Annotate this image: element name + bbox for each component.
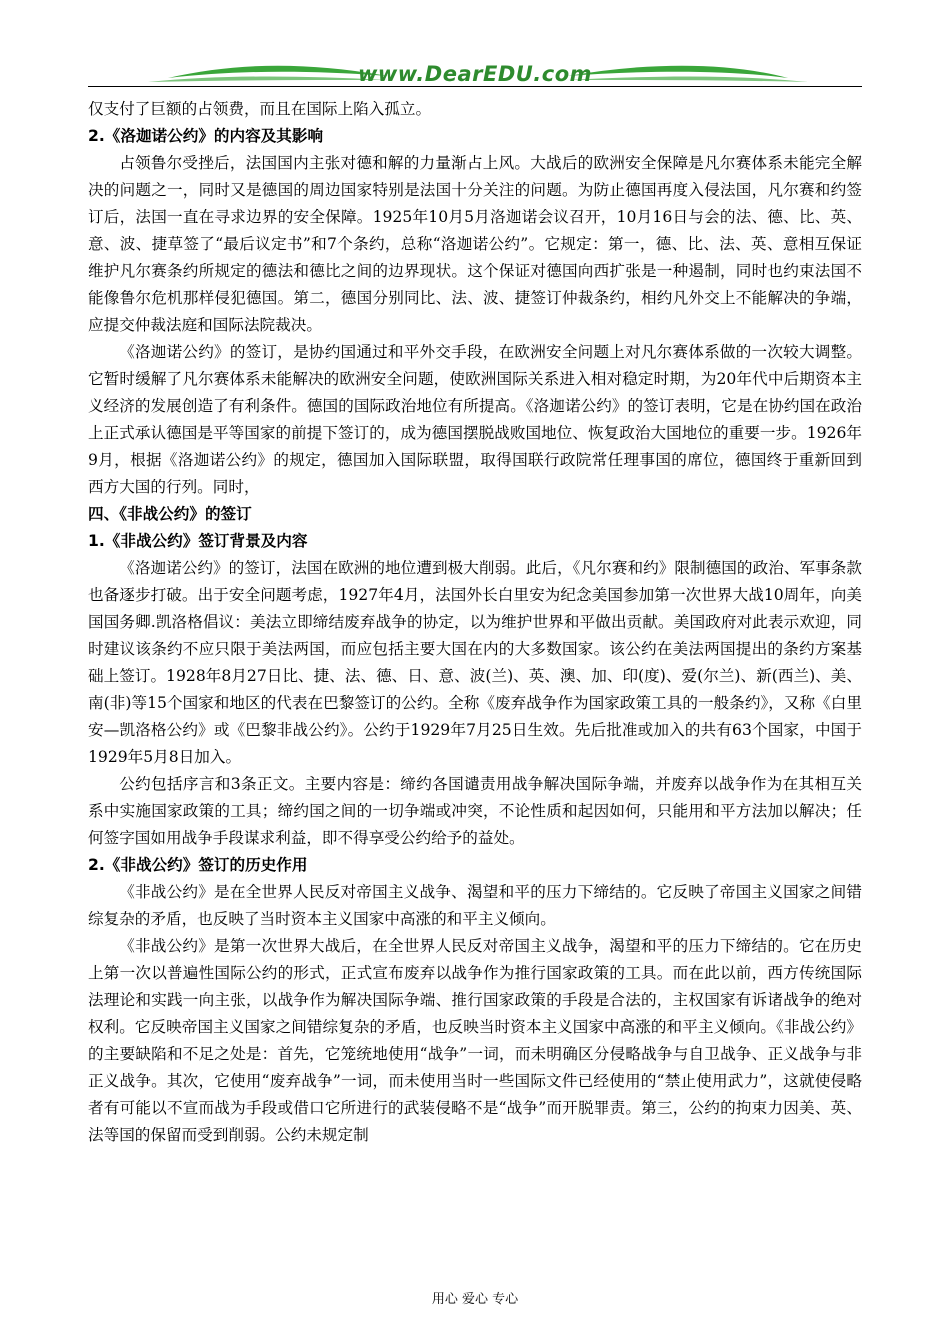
- paragraph: 《洛迦诺公约》的签订，是协约国通过和平外交手段，在欧洲安全问题上对凡尔赛体系做的一次较大调整。它暂时缓解了凡尔赛体系未能解决的欧洲安全问题，使欧洲国际关系进入相对稳定时期，为20年代中后期资本主义经济的发展创造了有利条件。德国的国际政治地位有所提高。《洛迦诺公约》的签订表明，它是在协约国在政治上正式承认德国是平等国家的前提下签订的，成为德国摆脱战败国地位、恢复政治大国地位的重要一步。1926年9月，根据《洛迦诺公约》的规定，德国加入国际联盟，取得国联行政院常任理事国的席位，德国终于重新回到西方大国的行列。同时，: [88, 343, 862, 496]
- paragraph: 《非战公约》是在全世界人民反对帝国主义战争、渴望和平的压力下缔结的。它反映了帝国主义国家之间错综复杂的矛盾，也反映了当时资本主义国家中高涨的和平主义倾向。: [88, 883, 862, 928]
- paragraph-continuation: 仅支付了巨额的占领费，而且在国际上陷入孤立。: [88, 100, 432, 118]
- section-heading: 2.《非战公约》签订的历史作用: [88, 856, 308, 874]
- section-heading: 2.《洛迦诺公约》的内容及其影响: [88, 127, 324, 145]
- page-footer: 用心 爱心 专心: [431, 1292, 519, 1307]
- site-logo: www.DearEDU.com: [357, 62, 593, 86]
- header-divider: [88, 86, 862, 87]
- paragraph: 《洛迦诺公约》的签订，法国在欧洲的地位遭到极大削弱。此后，《凡尔赛和约》限制德国的政治、军事条款也备逐步打破。出于安全问题考虑，1927年4月，法国外长白里安为纪念美国参加第一次世界大战10周年，向美国国务卿.凯洛格倡议：美法立即缔结废弃战争的协定，以为维护世界和平做出贡献。美国政府对此表示欢迎，同时建议该条约不应只限于美法两国，而应包括主要大国在内的大多数国家。该公约在美法两国提出的条约方案基础上签订。1928年8月27日比、捷、法、德、日、意、波(兰)、英、澳、加、印(度)、爱(尔兰)、新(西兰)、美、南(非)等15个国家和地区的代表在巴黎签订的公约。全称《废弃战争作为国家政策工具的一般条约》，又称《白里安—凯洛格公约》或《巴黎非战公约》。公约于1929年7月25日生效。先后批准或加入的共有63个国家，中国于1929年5月8日加入。: [88, 559, 862, 766]
- paragraph: 《非战公约》是第一次世界大战后，在全世界人民反对帝国主义战争，渴望和平的压力下缔结的。它在历史上第一次以普遍性国际公约的形式，正式宣布废弃以战争作为推行国家政策的工具。而在此以前，西方传统国际法理论和实践一向主张，以战争作为解决国际争端、推行国家政策的手段是合法的，主权国家有诉诸战争的绝对权利。它反映帝国主义国家之间错综复杂的矛盾，也反映当时资本主义国家中高涨的和平主义倾向。《非战公约》的主要缺陷和不足之处是：首先，它笼统地使用“战争”一词，而未明确区分侵略战争与自卫战争、正义战争与非正义战争。其次，它使用“废弃战争”一词，而未使用当时一些国际文件已经使用的“禁止使用武力”，这就使侵略者有可能以不宣而战为手段或借口它所进行的武装侵略不是“战争”而开脱罪责。第三，公约的拘束力因美、英、法等国的保留而受到削弱。公约未规定制: [88, 937, 862, 1144]
- section-heading: 1.《非战公约》签订背景及内容: [88, 532, 308, 550]
- chapter-heading: 四、《非战公约》的签订: [88, 505, 252, 523]
- document-body: [88, 96, 862, 1149]
- paragraph: 公约包括序言和3条正文。主要内容是：缔约各国谴责用战争解决国际争端，并废弃以战争作为在其相互关系中实施国家政策的工具；缔约国之间的一切争端或冲突，不论性质和起因如何，只能用和平方法加以解决；任何签字国如用战争手段谋求利益，即不得享受公约给予的益处。: [88, 775, 862, 847]
- paragraph: 占领鲁尔受挫后，法国国内主张对德和解的力量渐占上风。大战后的欧洲安全保障是凡尔赛体系未能完全解决的问题之一，同时又是德国的周边国家特别是法国十分关注的问题。为防止德国再度入侵法国，凡尔赛和约签订后，法国一直在寻求边界的安全保障。1925年10月5月洛迦诺会议召开，10月16日与会的法、德、比、英、意、波、捷草签了“最后议定书”和7个条约，总称“洛迦诺公约”。它规定：第一，德、比、法、英、意相互保证维护凡尔赛条约所规定的德法和德比之间的边界现状。这个保证对德国向西扩张是一种遏制，同时也约束法国不能像鲁尔危机那样侵犯德国。第二，德国分别同比、法、波、捷签订仲裁条约，相约凡外交上不能解决的争端，应提交仲裁法庭和国际法院裁决。: [88, 154, 862, 334]
